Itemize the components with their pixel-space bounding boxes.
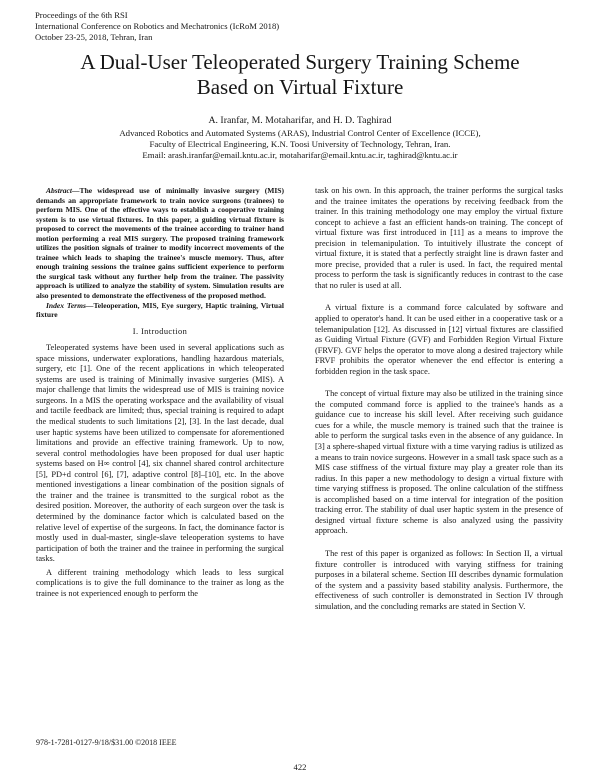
affiliation-emails: Email: arash.iranfar@email.kntu.ac.ir, motaharifar@email.kntu.ac.ir, taghirad@kntu.ac.ir [142, 150, 458, 161]
title-line-1: A Dual-User Teleoperated Surgery Training Scheme [80, 50, 520, 74]
authors: A. Iranfar, M. Motaharifar, and H. D. Taghirad [208, 115, 392, 126]
body-paragraph: Teleoperated systems have been used in several applications such as space missions, underwater explorations, handling hazardous materials, surgery, etc [1]. One of the recent applications in which teleoperated systems are used is training of Minimally invasive surgeries (MIS). A major challenge that limits the widespread use of MIS is training novice surgeons. In a MIS the operating workspace and the availability of visual and tactile feedback are limited; thus, special training is required to adapt the medical students to such limitations [2], [3]. In the last decade, dual user haptic systems have been utilized to compensate for aforementioned limitations and provide an effective training framework. Up to now, several control methodologies have been proposed for dual user haptic systems based on H∞ control [4], six channel shared control architecture [5], PD+d control [6], [7], adaptive control [8]–[10], etc. In the above mentioned investigations a linear combination of the position signals of the trainer and the trainee is transmitted to the surgical robot as the desired position. Moreover, the authority of each surgeon over the task is determined by the dominance factor which is calculated based on the relative level of expertise of the surgeons. In fact, the dominance factor is mostly used in dual-master, single-slave teleoperation systems to have participation of both the trainer and the trainee in performing the surgical tasks. [36, 343, 284, 564]
section-heading-introduction: I. Introduction [132, 326, 188, 336]
header-line: International Conference on Robotics and Mechatronics (IcRoM 2018) [35, 21, 280, 31]
header-line: October 23-25, 2018, Tehran, Iran [35, 32, 153, 42]
body-paragraph: A virtual fixture is a command force calculated by software and applied to operator's hand. It can be used either in a cooperative task or a telemanipulation [12]. As discussed in [12] virtual fixtures are classified as Guiding Virtual Fixture (GVF) and Forbidden Region Virtual Fixture (FRVF). GVF helps the operator to move along a desired trajectory while FRVF prohibits the operator whenever the end effector is entering a forbidden region in the task space. [315, 303, 563, 376]
header-line: Proceedings of the 6th RSI [35, 10, 128, 20]
body-paragraph: The concept of virtual fixture may also be utilized in the training since the computed command force is applied to the trainee's hands as a guidance cue to increase his skill level. After receiving such guidance cues for a while, the muscle memory is trained such that the trainee is able to perform the surgical tasks even in the absence of any guidance. In [3] a sphere-shaped virtual fixture with a time varying radius is utilized as a means to train novice surgeons. However in a small task space such as a MIS case stiffness of the virtual fixture may play a greater role than its radius. In this paper a new methodology to design a virtual fixture with time varying stiffness is proposed. The online calculation of the stiffness is accomplished based on a time interval for integration of the position tracking error. The stability of dual user haptic system in the presence of designed virtual fixture scheme is also analyzed using the passivity approach. [315, 389, 563, 536]
affiliation-line-2: Faculty of Electrical Engineering, K.N. Toosi University of Technology, Tehran, Iran. [149, 139, 451, 150]
conference-header [35, 10, 435, 43]
abstract-text: The widespread use of minimally invasive surgery (MIS) demands an appropriate framework to train novice surgeons (trainees) to perform MIS. One of the effective ways to establish a cooperative training system is to use virtual fixtures. In this paper, a guiding virtual fixture is proposed to correct the movements of the trainee according to trainer hand motion performing a real MIS surgery. The proposed training framework utilizes the position signals of trainer to modify incorrect movements of the trainee which leads to shaping the trainee's muscle memory. Thus, after enough training sessions the trainee gains sufficient experience to perform the surgical task without any further help from the trainer. The passivity approach is utilized to analyze the stability of system. Simulation results are also presented to demonstrate the effectiveness of the proposed method. [36, 186, 284, 301]
index-terms-label: Index Terms— [46, 300, 94, 310]
affiliation-line-1: Advanced Robotics and Automated Systems (ARAS), Industrial Control Center of Excellence (ICCE), [119, 128, 481, 138]
isbn-copyright: 978-1-7281-0127-9/18/$31.00 ©2018 IEEE [36, 738, 177, 747]
paper-title [20, 50, 580, 100]
body-paragraph: task on his own. In this approach, the trainer performs the surgical tasks and the trainee imitates the operations by receiving feedback from the trainer. In this training methodology one may employ the virtual fixture concept to achieve a fast an efficient hands-on training. The concept of virtual fixture was first introduced in [11] as a means to improve the precision in telemanipulation. To intuitively illustrate the concept of virtual fixture, it is stated that a perfectly straight line is drawn faster and more precise, provided that a ruler is used. In fact, the required mental process to perform the task is significantly reduces in contrast to the case that no ruler is used at all. [315, 186, 563, 290]
index-terms-text: Teleoperation, MIS, Eye surgery, Haptic training, Virtual fixture [36, 300, 284, 320]
abstract-label: Abstract— [46, 186, 80, 195]
right-column [315, 186, 563, 615]
body-paragraph: The rest of this paper is organized as follows: In Section II, a virtual fixture controller is introduced with varying stiffness for training purposes in a bilateral scheme. Section III describes dynamic formulation of the system and a passivity based stability analysis. Furthermore, the effectiveness of such controller is demonstrated in Section IV through simulation, and the concluding remarks are stated in Section V. [315, 548, 563, 611]
index-terms [36, 301, 284, 320]
body-paragraph: A different training methodology which leads to less surgical complications is to give the full dominance to the trainer as long as the trainee is not experienced enough to perform the [36, 567, 284, 598]
abstract [36, 186, 284, 301]
left-column [36, 186, 284, 602]
title-line-2: Based on Virtual Fixture [196, 75, 404, 99]
page-number: 422 [293, 762, 307, 772]
affiliation [20, 128, 580, 162]
